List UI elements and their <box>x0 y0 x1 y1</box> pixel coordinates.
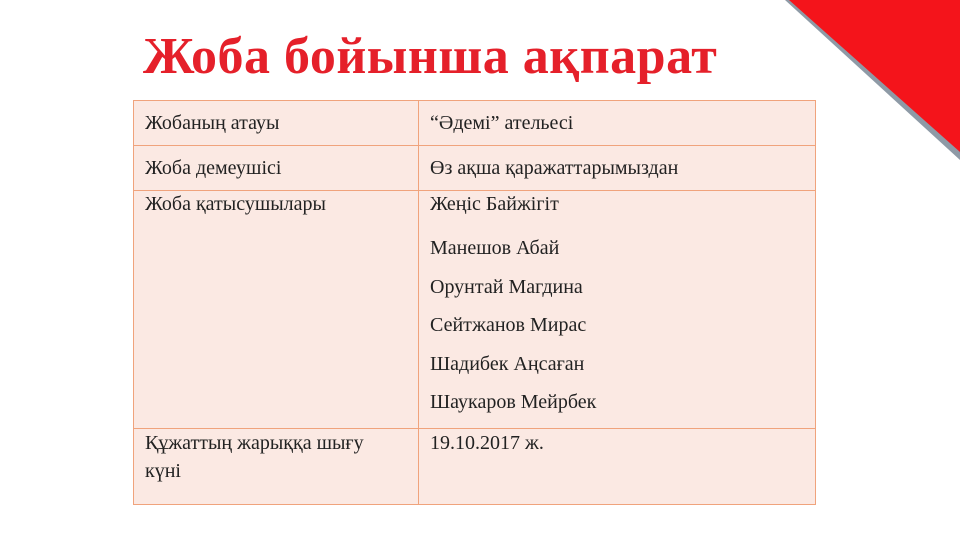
participant-name: Манешов Абай <box>430 237 560 259</box>
participant-name: Сейтжанов Мирас <box>430 314 587 336</box>
participant-name: Жеңіс Байжігіт <box>430 193 559 215</box>
project-sponsor-value: Өз ақша қаражаттарымыздан <box>419 146 816 191</box>
project-name-value: “Әдемі” ательесі <box>419 101 816 146</box>
publication-date-label-cell <box>134 429 419 505</box>
project-participants-label-cell <box>134 191 419 429</box>
participant-name: Шаукаров Мейрбек <box>430 391 597 413</box>
table-row <box>134 191 816 429</box>
participant-name: Шадибек Аңсаған <box>430 352 585 375</box>
project-participants-list <box>419 191 816 429</box>
table-row <box>134 146 816 191</box>
project-info-table <box>133 100 816 505</box>
project-participants-label: Жоба қатысушылары <box>145 193 326 215</box>
project-sponsor-label: Жоба демеушісі <box>134 146 419 191</box>
table-row <box>134 429 816 505</box>
slide-title: Жоба бойынша ақпарат <box>143 28 718 85</box>
project-name-label: Жобаның атауы <box>134 101 419 146</box>
publication-date-label: Құжаттың жарыққа шығу күні <box>145 432 364 482</box>
participant-name: Орунтай Магдина <box>430 275 583 298</box>
publication-date-value: 19.10.2017 ж. <box>419 429 816 505</box>
table-row <box>134 101 816 146</box>
